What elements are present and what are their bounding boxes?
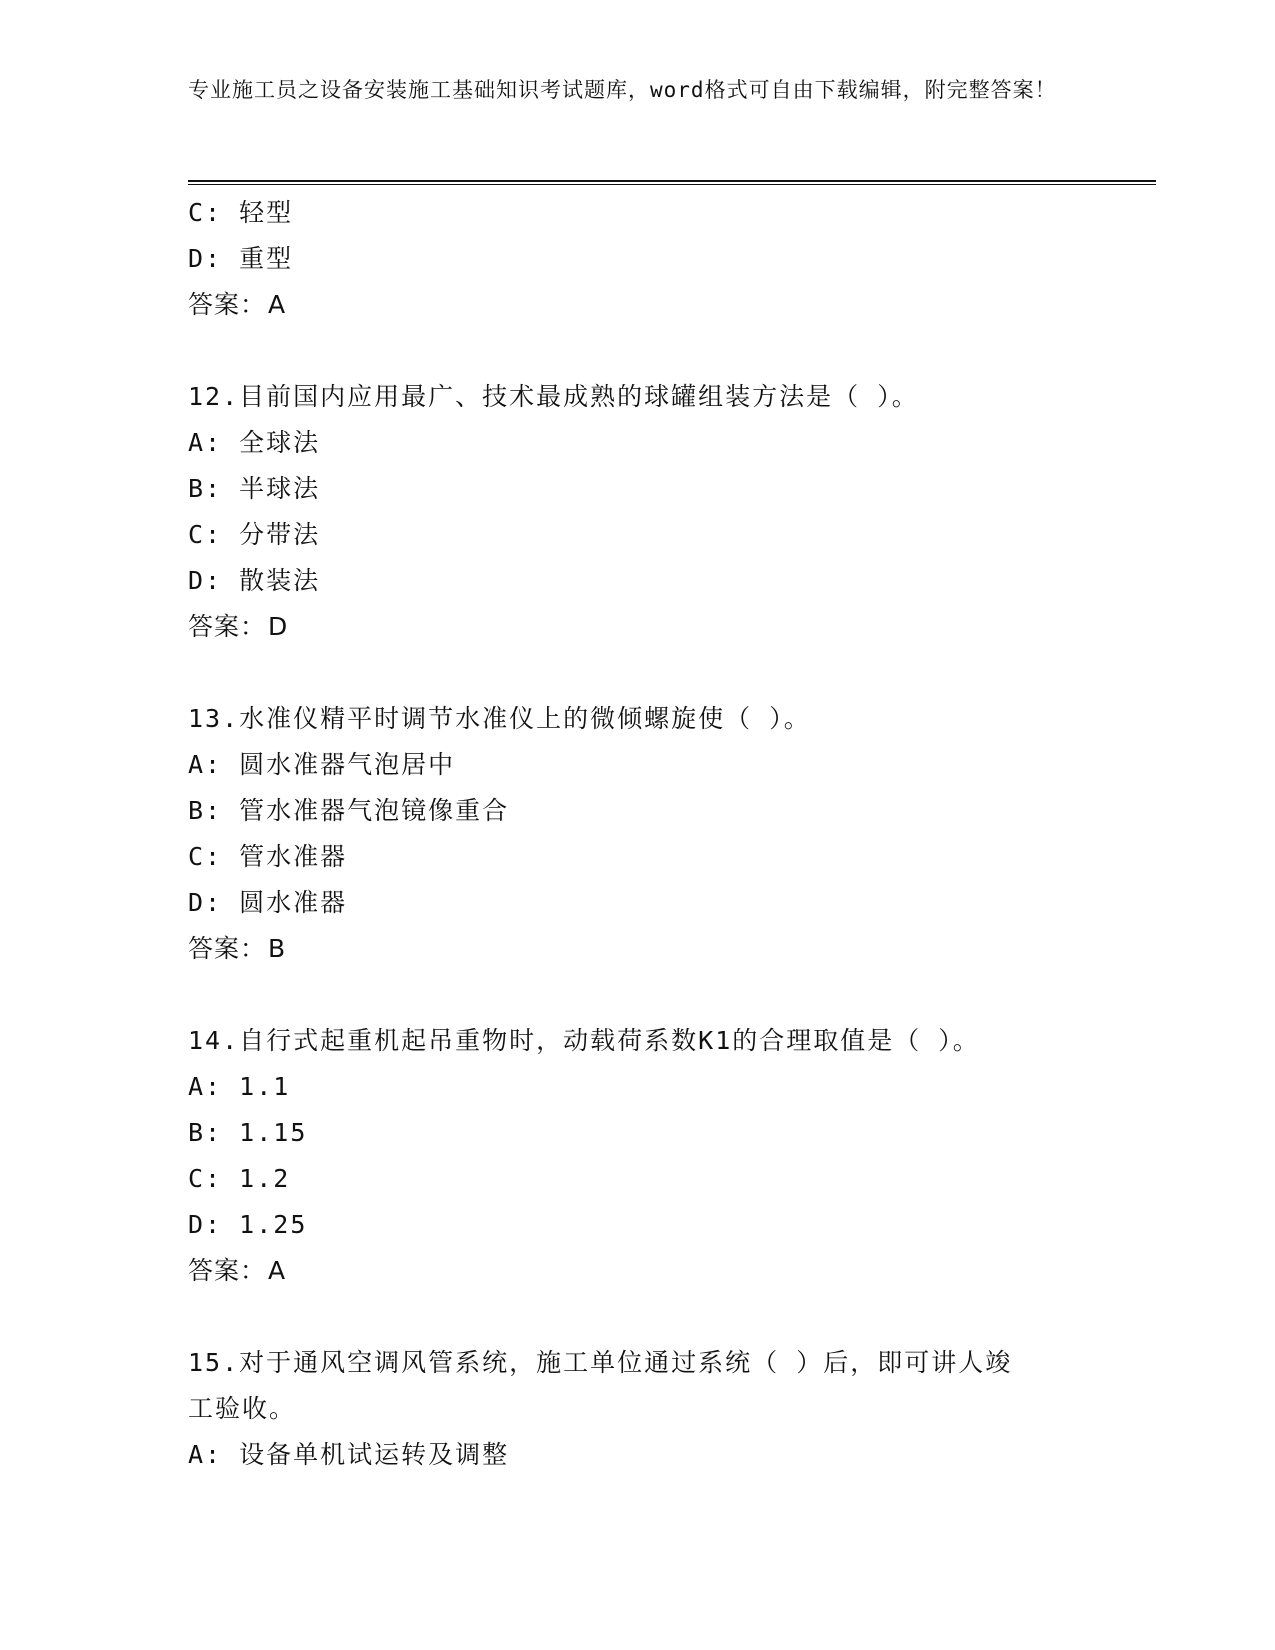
option-text: 半球法 <box>239 474 321 503</box>
question-text: 14.自行式起重机起吊重物时，动载荷系数K1的合理取值是（ ）。 <box>188 1026 980 1055</box>
question-gap <box>188 972 1068 1018</box>
option-label: A: <box>188 750 223 779</box>
option-text: 轻型 <box>239 198 294 227</box>
question-text: 工验收。 <box>188 1394 297 1423</box>
option-text: 圆水准器气泡居中 <box>239 750 456 779</box>
question-gap <box>188 328 1068 374</box>
option-text: 1.15 <box>239 1118 308 1147</box>
option-label: A: <box>188 1440 223 1469</box>
option-text: 1.1 <box>239 1072 291 1101</box>
option-label: C: <box>188 520 223 549</box>
question-text: 13.水准仪精平时调节水准仪上的微倾螺旋使（ ）。 <box>188 704 811 733</box>
option-c <box>188 834 1068 880</box>
header-divider-thick <box>188 180 1156 182</box>
question-gap <box>188 1294 1068 1340</box>
question-stem-continued <box>188 1386 1068 1432</box>
header-divider-thin <box>188 184 1156 185</box>
option-d <box>188 1202 1068 1248</box>
answer-value: D <box>268 612 289 641</box>
option-label: D: <box>188 566 223 595</box>
option-text: 重型 <box>239 244 294 273</box>
option-text: 1.25 <box>239 1210 308 1239</box>
option-d <box>188 236 1068 282</box>
option-d <box>188 558 1068 604</box>
option-text: 全球法 <box>239 428 321 457</box>
header-text: 专业施工员之设备安装施工基础知识考试题库，word格式可自由下载编辑，附完整答案！ <box>188 78 1057 102</box>
option-text: 圆水准器 <box>239 888 348 917</box>
question-text: 12.目前国内应用最广、技术最成熟的球罐组装方法是（ ）。 <box>188 382 919 411</box>
option-label: C: <box>188 842 223 871</box>
answer-label: 答案： <box>188 612 267 641</box>
option-c <box>188 190 1068 236</box>
answer-value: A <box>268 1256 287 1285</box>
option-label: D: <box>188 888 223 917</box>
option-a <box>188 1432 1068 1478</box>
question-content <box>188 190 1068 1478</box>
option-label: B: <box>188 1118 223 1147</box>
option-label: C: <box>188 198 223 227</box>
option-a <box>188 1064 1068 1110</box>
option-text: 分带法 <box>239 520 321 549</box>
option-text: 管水准器 <box>239 842 348 871</box>
answer-value: B <box>268 934 287 963</box>
option-label: D: <box>188 1210 223 1239</box>
answer-line <box>188 282 1068 328</box>
option-b <box>188 788 1068 834</box>
answer-label: 答案： <box>188 1256 267 1285</box>
option-label: A: <box>188 1072 223 1101</box>
option-b <box>188 1110 1068 1156</box>
option-text: 散装法 <box>239 566 321 595</box>
option-a <box>188 742 1068 788</box>
option-label: C: <box>188 1164 223 1193</box>
answer-label: 答案： <box>188 290 267 319</box>
option-text: 管水准器气泡镜像重合 <box>239 796 510 825</box>
answer-value: A <box>268 290 287 319</box>
option-b <box>188 466 1068 512</box>
document-header <box>188 72 1068 108</box>
answer-line <box>188 604 1068 650</box>
option-c <box>188 512 1068 558</box>
option-a <box>188 420 1068 466</box>
option-c <box>188 1156 1068 1202</box>
option-text: 设备单机试运转及调整 <box>239 1440 510 1469</box>
answer-line <box>188 1248 1068 1294</box>
option-label: D: <box>188 244 223 273</box>
option-label: B: <box>188 796 223 825</box>
option-d <box>188 880 1068 926</box>
question-stem <box>188 1340 1068 1386</box>
question-text: 15.对于通风空调风管系统，施工单位通过系统（ ）后，即可讲人竣 <box>188 1348 1013 1377</box>
option-label: A: <box>188 428 223 457</box>
option-label: B: <box>188 474 223 503</box>
question-stem <box>188 374 1068 420</box>
question-gap <box>188 650 1068 696</box>
question-stem <box>188 696 1068 742</box>
answer-line <box>188 926 1068 972</box>
answer-label: 答案： <box>188 934 267 963</box>
question-stem <box>188 1018 1068 1064</box>
option-text: 1.2 <box>239 1164 291 1193</box>
